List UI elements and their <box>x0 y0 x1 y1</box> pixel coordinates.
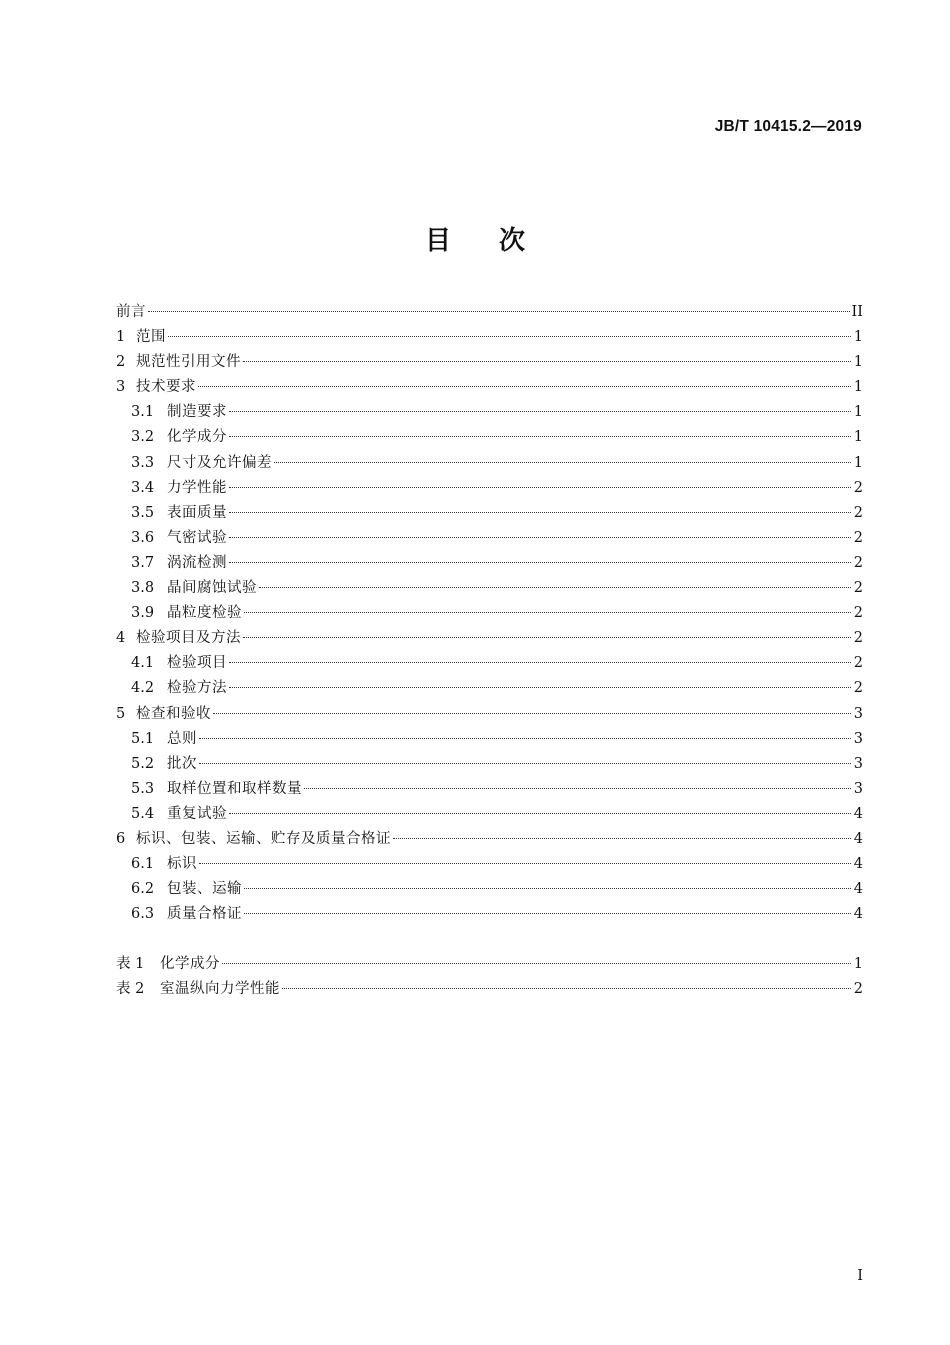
toc-entry-label: 力学性能 <box>167 479 227 496</box>
toc-entry[interactable] <box>116 526 863 551</box>
toc-entry-page: 1 <box>853 956 863 973</box>
toc-entry[interactable] <box>116 375 863 400</box>
toc-entry[interactable] <box>116 551 863 576</box>
toc-entry-number: 3.2 <box>131 429 155 446</box>
toc-entry-number: 5.3 <box>131 780 155 797</box>
toc-entry-number: 3.5 <box>131 504 155 521</box>
dot-leader <box>244 612 851 613</box>
dot-leader <box>229 411 851 412</box>
toc-entry-label: 标识、包装、运输、贮存及质量合格证 <box>136 830 391 847</box>
toc-entry-label: 化学成分 <box>160 956 220 973</box>
toc-entry[interactable] <box>116 300 863 325</box>
toc-entry-page: 2 <box>853 529 863 546</box>
toc-entry-page: 2 <box>853 605 863 622</box>
toc-entry[interactable] <box>116 676 863 701</box>
dot-leader <box>229 512 851 513</box>
toc-entry-label: 取样位置和取样数量 <box>167 780 302 797</box>
toc-entry-label: 总则 <box>167 730 197 747</box>
dot-leader <box>222 963 851 964</box>
toc-entry-number: 6.3 <box>131 906 155 923</box>
toc-entry-label: 检验方法 <box>167 680 227 697</box>
toc-entry-number: 4 <box>116 630 126 647</box>
toc-entry-page: 3 <box>853 730 863 747</box>
toc-entry-number: 表 1 <box>116 956 145 973</box>
dot-leader <box>199 763 851 764</box>
toc-entry[interactable] <box>116 727 863 752</box>
toc-entry-number: 6 <box>116 830 126 847</box>
toc-entry-label: 表面质量 <box>167 504 227 521</box>
dot-leader <box>244 888 851 889</box>
toc-entry-label: 化学成分 <box>167 429 227 446</box>
toc-entry-label: 规范性引用文件 <box>136 354 241 371</box>
dot-leader <box>229 813 851 814</box>
toc-entry-label: 包装、运输 <box>167 881 242 898</box>
dot-leader <box>282 988 851 989</box>
toc-entry-page: 1 <box>853 379 863 396</box>
table-of-contents <box>116 300 863 1003</box>
toc-entry[interactable] <box>116 702 863 727</box>
toc-entry[interactable] <box>116 651 863 676</box>
toc-entry-page: 4 <box>853 805 863 822</box>
dot-leader <box>229 537 851 538</box>
toc-entry-label: 前言 <box>116 304 146 320</box>
toc-entry-page: 1 <box>853 404 863 421</box>
toc-entry[interactable] <box>116 852 863 877</box>
toc-entry-number: 4.1 <box>131 655 155 672</box>
toc-entry-page: 2 <box>853 504 863 521</box>
toc-entry-page: 1 <box>853 329 863 346</box>
dot-leader <box>229 687 851 688</box>
toc-entry-number: 3.3 <box>131 454 155 471</box>
toc-entry-number: 3 <box>116 379 126 396</box>
toc-entry-page: 3 <box>853 780 863 797</box>
toc-entry-number: 5 <box>116 705 126 722</box>
toc-entry-number: 3.1 <box>131 404 155 421</box>
toc-entry-page: 4 <box>853 906 863 923</box>
toc-entries <box>116 300 863 927</box>
toc-entry-page: 3 <box>853 705 863 722</box>
toc-entry-label: 检查和验收 <box>136 705 211 722</box>
toc-entry[interactable] <box>116 977 863 1002</box>
toc-entry-label: 批次 <box>167 755 197 772</box>
dot-leader <box>393 838 851 839</box>
toc-entry-label: 室温纵向力学性能 <box>160 981 280 998</box>
toc-entry-number: 表 2 <box>116 981 145 998</box>
toc-entry-label: 技术要求 <box>136 379 196 396</box>
toc-entry-number: 5.1 <box>131 730 155 747</box>
toc-entry[interactable] <box>116 501 863 526</box>
toc-entry-page: II <box>851 304 863 320</box>
dot-leader <box>229 662 851 663</box>
toc-entry-page: 2 <box>853 479 863 496</box>
toc-entry[interactable] <box>116 752 863 777</box>
toc-entry-number: 4.2 <box>131 680 155 697</box>
toc-entry[interactable] <box>116 576 863 601</box>
toc-entry-page: 3 <box>853 755 863 772</box>
toc-entry-page: 4 <box>853 881 863 898</box>
page-title: 目次 <box>424 226 573 256</box>
toc-entry-label: 检验项目 <box>167 655 227 672</box>
toc-entry-label: 晶间腐蚀试验 <box>167 580 257 597</box>
toc-entry-number: 3.9 <box>131 605 155 622</box>
toc-gap <box>116 927 863 952</box>
toc-entry-number: 3.7 <box>131 554 155 571</box>
toc-entry-label: 尺寸及允许偏差 <box>167 454 272 471</box>
toc-entry-page: 4 <box>853 830 863 847</box>
dot-leader <box>168 336 851 337</box>
toc-entry-number: 3.6 <box>131 529 155 546</box>
dot-leader <box>259 587 851 588</box>
toc-entry[interactable] <box>116 476 863 501</box>
toc-entry-page: 4 <box>853 856 863 873</box>
dot-leader <box>213 713 851 714</box>
toc-entry[interactable] <box>116 902 863 927</box>
table-list <box>116 952 863 1002</box>
toc-entry-number: 5.2 <box>131 755 155 772</box>
toc-entry-label: 气密试验 <box>167 529 227 546</box>
dot-leader <box>198 386 851 387</box>
toc-entry[interactable] <box>116 877 863 902</box>
dot-leader <box>304 788 851 789</box>
page-number: I <box>857 1268 863 1284</box>
toc-entry-label: 晶粒度检验 <box>167 605 242 622</box>
toc-entry[interactable] <box>116 350 863 375</box>
toc-entry-page: 2 <box>853 554 863 571</box>
dot-leader <box>229 487 851 488</box>
dot-leader <box>274 462 851 463</box>
toc-entry-page: 2 <box>853 981 863 998</box>
toc-entry[interactable] <box>116 952 863 977</box>
toc-entry-label: 涡流检测 <box>167 554 227 571</box>
toc-entry-label: 重复试验 <box>167 805 227 822</box>
dot-leader <box>148 311 850 312</box>
toc-entry[interactable] <box>116 325 863 350</box>
toc-entry-number: 1 <box>116 329 126 346</box>
toc-entry[interactable] <box>116 451 863 476</box>
toc-entry-number: 3.4 <box>131 479 155 496</box>
dot-leader <box>199 863 851 864</box>
toc-entry[interactable] <box>116 777 863 802</box>
toc-entry-page: 2 <box>853 580 863 597</box>
standard-code: JB/T 10415.2—2019 <box>714 118 862 135</box>
toc-entry-number: 5.4 <box>131 805 155 822</box>
dot-leader <box>244 913 851 914</box>
toc-entry[interactable] <box>116 827 863 852</box>
dot-leader <box>243 637 851 638</box>
dot-leader <box>243 361 851 362</box>
toc-entry-page: 2 <box>853 630 863 647</box>
toc-entry-page: 1 <box>853 429 863 446</box>
toc-entry[interactable] <box>116 425 863 450</box>
toc-entry-page: 1 <box>853 354 863 371</box>
dot-leader <box>229 562 851 563</box>
toc-entry-page: 2 <box>853 680 863 697</box>
toc-entry-number: 2 <box>116 354 126 371</box>
dot-leader <box>229 436 851 437</box>
toc-entry-label: 制造要求 <box>167 404 227 421</box>
toc-entry-number: 6.2 <box>131 881 155 898</box>
toc-entry-page: 1 <box>853 454 863 471</box>
toc-entry-label: 检验项目及方法 <box>136 630 241 647</box>
toc-entry[interactable] <box>116 802 863 827</box>
toc-entry-number: 3.8 <box>131 580 155 597</box>
toc-entry-number: 6.1 <box>131 856 155 873</box>
toc-entry[interactable] <box>116 400 863 425</box>
toc-entry-label: 质量合格证 <box>167 906 242 923</box>
toc-entry[interactable] <box>116 626 863 651</box>
toc-entry[interactable] <box>116 601 863 626</box>
toc-entry-page: 2 <box>853 655 863 672</box>
toc-entry-label: 范围 <box>136 329 166 346</box>
dot-leader <box>199 738 851 739</box>
toc-entry-label: 标识 <box>167 856 197 873</box>
